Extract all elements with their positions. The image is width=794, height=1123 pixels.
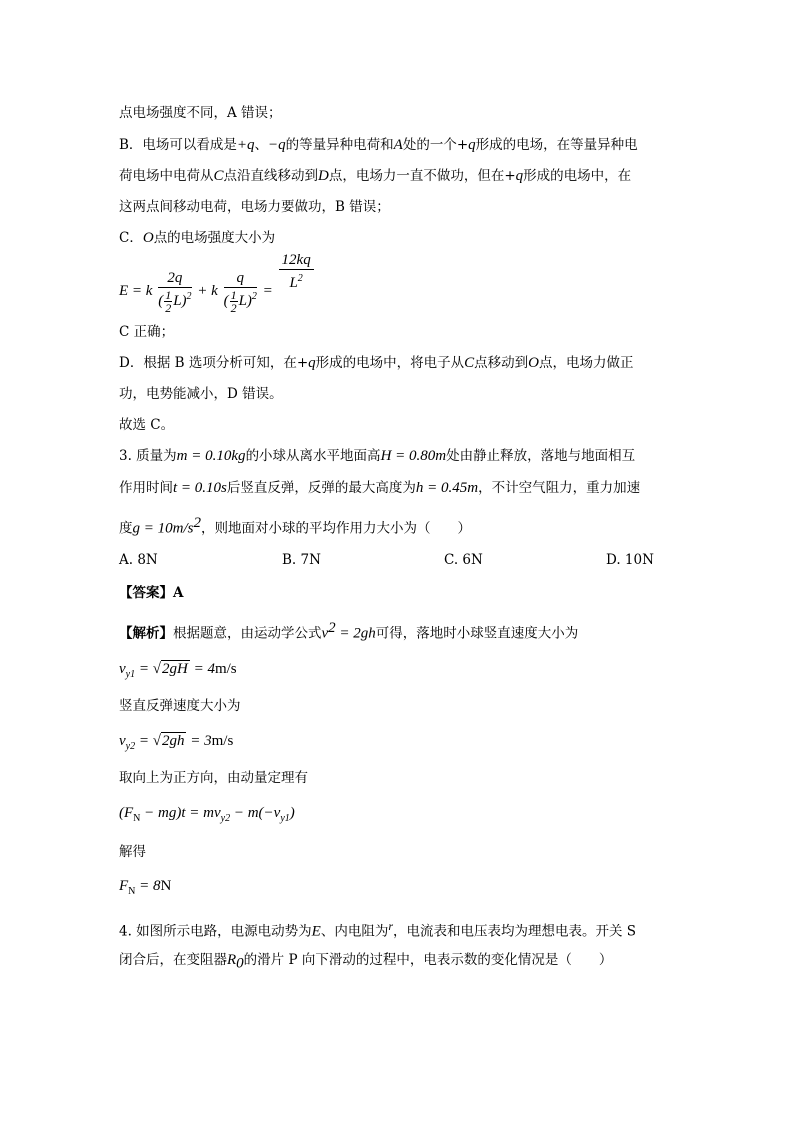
question-3-line: 3. 质量为m = 0.10kg的小球从离水平地面高H = 0.80m处由静止释放，落地与地面相互	[119, 448, 636, 464]
text-line: 竖直反弹速度大小为	[119, 698, 241, 714]
question-3-line: 作用时间t = 0.10s后竖直反弹，反弹的最大高度为h = 0.45m，不计空气阻力，重力加速	[119, 480, 641, 496]
text-line: 荷电场中电荷从C点沿直线移动到D点，电场力一直不做功，但在+q形成的电场中，在	[119, 168, 632, 184]
explanation-line: 【解析】根据题意，由运动学公式$v^2 = 2gh$可得，落地时小球竖直速度大小为	[119, 620, 579, 642]
answer-label: 【答案】A	[119, 585, 184, 601]
text-line: 取向上为正方向，由动量定理有	[119, 770, 308, 786]
option-a[interactable]: A. 8N	[119, 552, 158, 568]
option-d[interactable]: D. 10N	[606, 552, 654, 568]
equation-fn: $F_N = 8N$	[119, 878, 172, 897]
fraction: 2q ( $\frac{1}{2}$ L)$^2$	[158, 269, 192, 315]
fraction: q ( $\frac{1}{2}$ L)$^2$	[223, 269, 257, 315]
text-line: 功，电势能减小，D 错误。	[119, 386, 283, 402]
option-c[interactable]: C. 6N	[444, 552, 483, 568]
fraction: $\frac{12kq}{L^2}$	[279, 252, 314, 292]
question-4-line: 闭合后，在变阻器$R_0$的滑片 P 向下滑动的过程中，电表示数的变化情况是（ ）	[119, 952, 613, 972]
text-line: 点电场强度不同，A 错误；	[119, 105, 282, 121]
question-4-line: 4. 如图所示电路，电源电动势为E、内电阻为$^r$，电流表和电压表均为理想电表。开关 S	[119, 919, 637, 940]
equation-impulse: $(F_N - mg)t = mv_{y2} - m(-v_{y1})$	[119, 805, 295, 824]
text-line: B．电场可以看成是+q、−q的等量异种电荷和A处的一个+q形成的电场，在等量异种电	[119, 137, 638, 153]
text-line: C．O点的电场强度大小为	[119, 230, 276, 246]
field-formula: E = k 2q ( $\frac{1}{2}$ L)$^2$ + k q ( $\frac{1}{2}$ L)$^2$ = $\frac{12kq}{L^2}$	[119, 252, 316, 314]
text-line: 解得	[119, 844, 146, 860]
text-line: D．根据 B 选项分析可知，在+q形成的电场中，将电子从C点移动到O点，电场力做正	[119, 355, 634, 371]
text-line: C 正确；	[119, 324, 175, 340]
text-line: 这两点间移动电荷，电场力要做功，B 错误；	[119, 199, 390, 215]
equation-vy1: $v_{y1} = √2gH = 4m/s$	[119, 661, 237, 680]
option-b[interactable]: B. 7N	[282, 552, 321, 568]
text-line: 故选 C。	[119, 417, 175, 433]
question-3-line: 度$g = 10m/s^2$，则地面对小球的平均作用力大小为（ ）	[119, 515, 471, 537]
equation-vy2: $v_{y2} = √2gh = 3m/s$	[119, 733, 234, 752]
